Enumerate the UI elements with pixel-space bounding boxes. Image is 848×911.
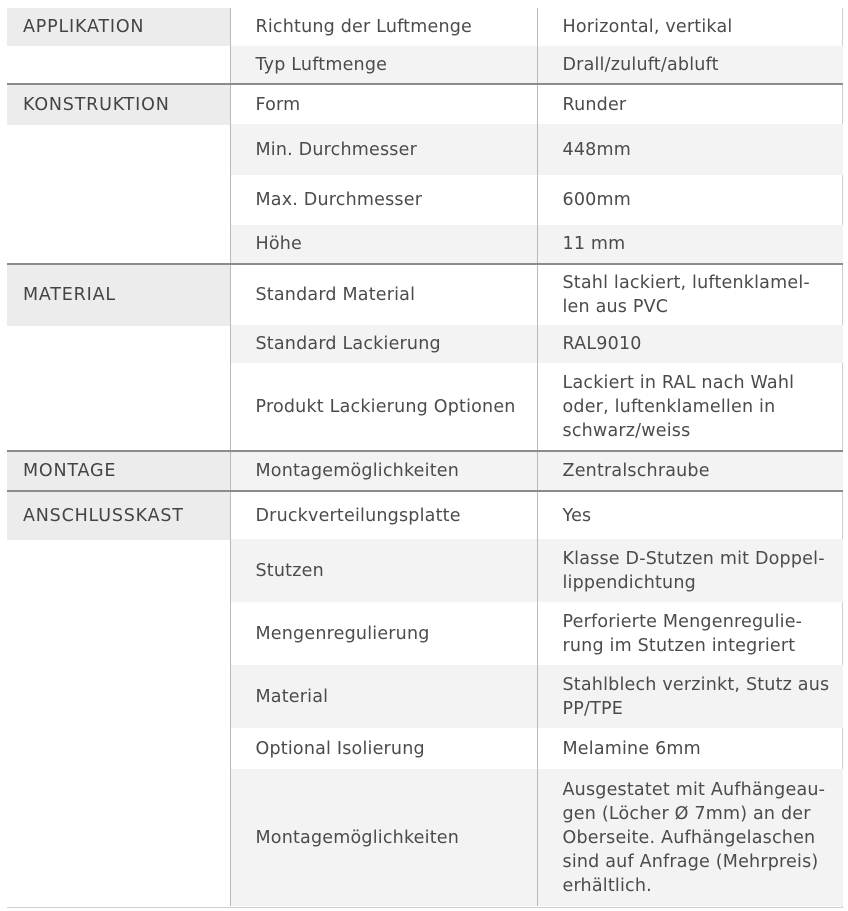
table-row: [7, 264, 843, 325]
table-row: [7, 8, 843, 46]
spec-value: RAL9010: [537, 325, 843, 363]
spec-value: Zentralschraube: [537, 451, 843, 491]
spec-key: Montagemöglichkeiten: [230, 769, 537, 906]
spec-value: Horizontal, vertikal: [562, 17, 733, 37]
spec-value: Runder: [537, 84, 843, 124]
category-cell-material: [7, 264, 230, 451]
spec-value: Stahl lackiert, luftenklamel- len aus PVC: [537, 264, 843, 325]
category-cell-anschlusskast: [7, 491, 230, 906]
category-label: MONTAGE: [7, 452, 230, 490]
spec-key: Höhe: [230, 225, 537, 264]
spec-value: Perforierte Mengenregulie- rung im Stutzen integriert: [562, 611, 803, 656]
category-cell-montage: [7, 451, 230, 491]
table-row: [7, 451, 843, 491]
spec-value: 600mm: [562, 190, 631, 210]
spec-key: Standard Lackierung: [230, 325, 537, 363]
table-row: [7, 84, 843, 124]
spec-key: Typ Luftmenge: [230, 46, 537, 84]
spec-key: Min. Durchmesser: [230, 124, 537, 175]
spec-value: Lackiert in RAL nach Wahl oder, luftenklamellen in schwarz/weiss: [562, 372, 795, 441]
category-cell-konstruktion: [7, 84, 230, 264]
table-bottom-border: [7, 907, 843, 908]
spec-value: Stahlblech verzinkt, Stutz aus PP/TPE: [537, 665, 843, 728]
spec-value: Klasse D-Stutzen mit Doppel- lippendichtung: [537, 539, 843, 602]
spec-table: [7, 8, 843, 906]
spec-value: Melamine 6mm: [562, 738, 701, 759]
spec-key: Max. Durchmesser: [230, 175, 537, 225]
spec-key: Form: [230, 84, 537, 124]
spec-value: Ausgestatet mit Aufhängeau- gen (Löcher Ø 7mm) an der Oberseite. Aufhängelaschen sind auf Anfrage (Mehrpreis) erhältlich.: [537, 769, 843, 906]
category-label: MATERIAL: [7, 265, 230, 326]
spec-value: Yes: [537, 491, 843, 539]
category-label: APPLIKATION: [7, 8, 230, 46]
spec-value: 448mm: [537, 124, 843, 175]
category-label: ANSCHLUSSKAST: [7, 492, 230, 540]
spec-key: Stutzen: [230, 539, 537, 602]
spec-value: 11 mm: [537, 225, 843, 264]
spec-key: Produkt Lackierung Optionen: [230, 363, 537, 451]
category-label: KONSTRUKTION: [7, 85, 230, 125]
spec-key: Mengenregulierung: [230, 602, 537, 665]
spec-key: Druckverteilungsplatte: [230, 491, 537, 539]
spec-key: Optional Isolierung: [230, 728, 537, 769]
spec-key: Standard Material: [230, 264, 537, 325]
spec-key: Material: [230, 665, 537, 728]
table-row: [7, 491, 843, 539]
spec-key: Montagemöglichkeiten: [230, 451, 537, 491]
spec-key: Richtung der Luftmenge: [230, 8, 537, 46]
category-cell-applikation: [7, 8, 230, 84]
spec-value: Drall/zuluft/abluft: [537, 46, 843, 84]
